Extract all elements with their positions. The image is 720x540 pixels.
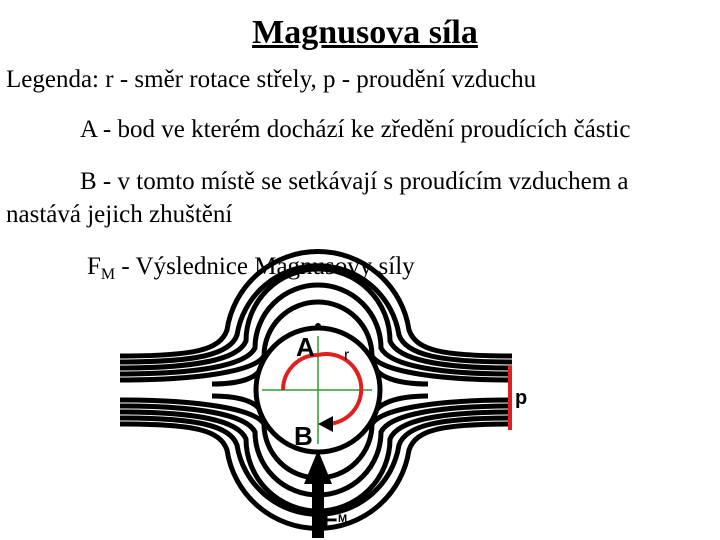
fm-symbol: F: [87, 253, 101, 280]
label-b: B: [294, 421, 313, 451]
fm-text: - Výslednice Magnusovy síly: [115, 253, 415, 280]
page-title: Magnusova síla: [252, 14, 478, 51]
point-b-description-line2: nastává jejich zhuštění: [6, 201, 233, 228]
fm-subscript: M: [100, 266, 116, 283]
label-r: r: [344, 347, 350, 364]
force-arrow-head: [304, 450, 332, 484]
point-b-description-line1: B - v tomto místě se setkávají s proudícím vzduchem a: [80, 168, 629, 195]
point-a-description: A - bod ve kterém dochází ke zředění proudících částic: [80, 116, 631, 143]
label-m: M: [338, 513, 348, 525]
label-p: p: [515, 387, 528, 409]
label-a: A: [296, 332, 315, 362]
label-f: F: [322, 504, 338, 534]
legend-line: Legenda: r - směr rotace střely, p - proudění vzduchu: [6, 66, 537, 93]
point-a-dot: [315, 323, 321, 329]
